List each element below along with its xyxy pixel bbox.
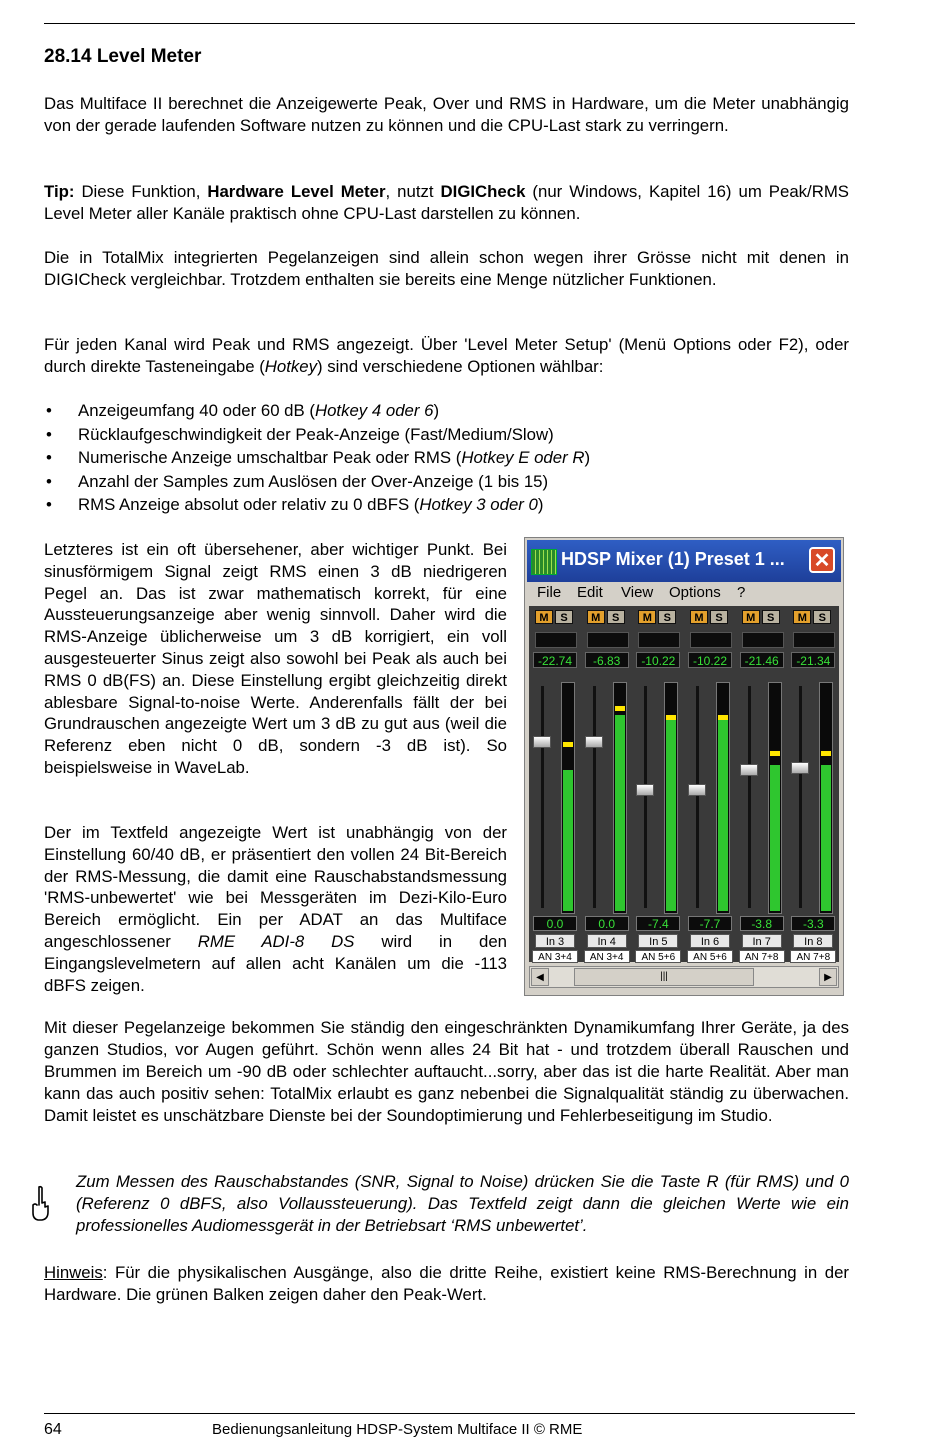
close-icon[interactable]: ✕ <box>809 547 835 573</box>
input-label[interactable]: In 4 <box>587 934 627 948</box>
meter-bar <box>718 719 728 911</box>
level-meter <box>716 682 730 914</box>
meter-bar <box>615 715 625 911</box>
footer-text: Bedienungsanleitung HDSP-System Multiface II © RME <box>212 1421 583 1438</box>
channel-strip <box>634 606 682 962</box>
solo-button[interactable]: S <box>607 610 625 624</box>
totalmix-paragraph: Die in TotalMix integrierten Pegelanzeigen sind allein schon wegen ihrer Grösse nicht mit denen in DIGICheck vergleichbar. Trotzdem enthalten sie bereits eine Menge nützlicher Funktionen. <box>44 248 849 289</box>
fader-track[interactable] <box>748 686 751 908</box>
peak-readout: -21.34 <box>791 652 835 668</box>
meter-bar <box>770 765 780 911</box>
solo-button[interactable]: S <box>813 610 831 624</box>
textfield-paragraph: Der im Textfeld angezeigte Wert ist unabhängig von der Einstellung 60/40 dB, er präsentiert den vollen 24 Bit-Bereich der RMS-Messung, die damit eine Rauschabstandsmessung 'RMS-unbewertet' wie bei Messgeräten im Dezi-Kilo-Euro Bereich ermöglicht. Ein per ADAT an das Multiface angeschlossener RME ADI-8 DS wird in den Eingangslevelmetern auf allen acht Kanälen um die -113 dBFS zeigen. <box>44 823 507 995</box>
tip-label: Tip: <box>44 182 75 201</box>
channel-strip <box>686 606 734 962</box>
tip-paragraph: Tip: Diese Funktion, Hardware Level Meter, nutzt DIGICheck (nur Windows, Kapitel 16) um Peak/RMS Level Meter aller Kanäle praktisch ohne CPU-Last darstellen zu können. <box>44 182 850 223</box>
routing-label[interactable]: AN 7+8 <box>790 950 836 963</box>
level-value: -3.8 <box>740 916 784 931</box>
solo-button[interactable]: S <box>762 610 780 624</box>
hinweis-label: Hinweis <box>44 1263 103 1282</box>
mute-button[interactable]: M <box>535 610 553 624</box>
list-item: • Anzeigeumfang 40 oder 60 dB (Hotkey 4 oder 6) <box>44 399 849 423</box>
routing-label[interactable]: AN 3+4 <box>584 950 630 963</box>
over-indicator <box>587 632 629 648</box>
bullet-icon: • <box>46 448 52 467</box>
meter-peak-hold <box>718 715 728 720</box>
meter-bar <box>666 719 676 911</box>
bullet-icon: • <box>46 471 52 491</box>
fader-knob[interactable] <box>533 736 551 748</box>
channel-strip <box>531 606 579 962</box>
channel-strip <box>583 606 631 962</box>
scroll-left-icon[interactable]: ◀ <box>531 968 549 986</box>
meter-bar <box>821 765 831 911</box>
bullet-icon: • <box>46 495 52 514</box>
fader-knob[interactable] <box>688 784 706 796</box>
fader-track[interactable] <box>696 686 699 908</box>
meter-bar <box>563 770 573 911</box>
fader-track[interactable] <box>644 686 647 908</box>
window-title: HDSP Mixer (1) Preset 1 ... <box>561 549 785 569</box>
list-item: • Anzahl der Samples zum Auslösen der Over-Anzeige (1 bis 15) <box>44 470 849 494</box>
section-title: 28.14 Level Meter <box>44 46 202 67</box>
options-list <box>44 399 849 517</box>
input-label[interactable]: In 3 <box>535 934 575 948</box>
peak-readout: -10.22 <box>636 652 680 668</box>
level-meter <box>819 682 833 914</box>
over-indicator <box>638 632 680 648</box>
menu-edit[interactable]: Edit <box>577 584 603 601</box>
level-value: -7.4 <box>636 916 680 931</box>
input-label[interactable]: In 5 <box>638 934 678 948</box>
routing-label[interactable]: AN 5+6 <box>635 950 681 963</box>
routing-label[interactable]: AN 5+6 <box>687 950 733 963</box>
level-value: -3.3 <box>791 916 835 931</box>
fader-knob[interactable] <box>585 736 603 748</box>
meter-peak-hold <box>821 751 831 756</box>
list-item: • Rücklaufgeschwindigkeit der Peak-Anzeige (Fast/Medium/Slow) <box>44 423 849 447</box>
hinweis-paragraph: Hinweis: Für die physikalischen Ausgänge, also die dritte Reihe, existiert keine RMS-Berechnung in der Hardware. Die grünen Balken zeigen daher den Peak-Wert. <box>44 1263 849 1304</box>
mute-button[interactable]: M <box>793 610 811 624</box>
meter-peak-hold <box>770 751 780 756</box>
mute-button[interactable]: M <box>690 610 708 624</box>
menu-view[interactable]: View <box>621 584 654 601</box>
routing-label[interactable]: AN 7+8 <box>739 950 785 963</box>
snr-note: Zum Messen des Rauschabstandes (SNR, Signal to Noise) drücken Sie die Taste R (für RMS) und 0 (Referenz 0 dBFS, also Vollaussteuerung). Das Textfeld zeigt dann die gleichen Werte wie ein professionelles Audiomessgerät in der Betriebsart ‘RMS unbewertet’. <box>76 1172 849 1235</box>
peak-readout: -21.46 <box>740 652 784 668</box>
over-indicator <box>535 632 577 648</box>
level-meter <box>613 682 627 914</box>
dynamic-range-paragraph: Mit dieser Pegelanzeige bekommen Sie ständig den eingeschränkten Dynamikumfang Ihrer Geräte, ja des ganzen Studios, vor Augen geführt. Schön wenn alles 24 Bit hat - und trotzdem überall Rauschen und Brummen im Bereich um -90 dB oder schlechter auftaucht...sorry, aber das ist die harte Realität. Aber man kann das auch positiv sehen: TotalMix erlaubt es ganz nebenbei die Signalqualität ständig zu überwachen. Damit leistet es unschätzbare Dienste bei der Soundoptimierung und Fehlerbeseitigung im Studio. <box>44 1018 849 1125</box>
input-label[interactable]: In 8 <box>793 934 833 948</box>
peak-readout: -22.74 <box>533 652 577 668</box>
mixer-panel <box>529 606 839 962</box>
top-rule <box>44 23 855 24</box>
list-item: • RMS Anzeige absolut oder relativ zu 0 dBFS (Hotkey 3 oder 0) <box>44 493 849 517</box>
input-label[interactable]: In 7 <box>742 934 782 948</box>
meter-peak-hold <box>563 742 573 747</box>
menu-help[interactable]: ? <box>737 584 746 601</box>
menu-options[interactable]: Options <box>669 584 721 601</box>
bullet-icon: • <box>46 401 52 420</box>
mute-button[interactable]: M <box>587 610 605 624</box>
level-meter <box>664 682 678 914</box>
over-indicator <box>793 632 835 648</box>
level-value: 0.0 <box>585 916 629 931</box>
scroll-right-icon[interactable]: ▶ <box>819 968 837 986</box>
over-indicator <box>742 632 784 648</box>
input-label[interactable]: In 6 <box>690 934 730 948</box>
level-value: 0.0 <box>533 916 577 931</box>
horizontal-scrollbar[interactable] <box>529 966 839 988</box>
mute-button[interactable]: M <box>742 610 760 624</box>
channel-options-paragraph: Für jeden Kanal wird Peak und RMS angezeigt. Über 'Level Meter Setup' (Menü Options oder F2), oder durch direkte Tasteneingabe (Hotkey) sind verschiedene Optionen wählbar: <box>44 335 849 376</box>
channel-strip <box>738 606 786 962</box>
bottom-rule <box>44 1413 855 1414</box>
fader-knob[interactable] <box>791 762 809 774</box>
bullet-icon: • <box>46 424 52 444</box>
solo-button[interactable]: S <box>658 610 676 624</box>
over-indicator <box>690 632 732 648</box>
meter-peak-hold <box>615 706 625 711</box>
scroll-thumb[interactable]: ||| <box>574 968 754 986</box>
menu-bar <box>527 584 841 604</box>
app-icon <box>531 549 557 575</box>
pointing-hand-icon <box>30 1185 52 1223</box>
fader-track[interactable] <box>799 686 802 908</box>
fader-knob[interactable] <box>740 764 758 776</box>
page-number: 64 <box>44 1421 62 1438</box>
channel-strip <box>789 606 837 962</box>
peak-readout: -10.22 <box>688 652 732 668</box>
fader-knob[interactable] <box>636 784 654 796</box>
level-meter <box>768 682 782 914</box>
fader-track[interactable] <box>541 686 544 908</box>
rms-paragraph: Letzteres ist ein oft übersehener, aber wichtiger Punkt. Bei sinusförmigem Signal zeigt RMS einen 3 dB niedrigeren Pegel an. Das ist zwar mathematisch korrekt, für eine Aussteuerungsanzeige aber wenig sinnvoll. Daher wird die RMS-Anzeige üblicherweise um 3 dB korrigiert, ein voll ausgesteuerter Sinus zeigt also sowohl bei Peak als auch bei RMS 0 dB(FS) an. Diese Einstellung ergibt gleichzeitig direkt ablesbare Signal-to-noise Werte. Anderenfalls fällt der bei Grundrauschen angezeigte Wert um 3 dB zu gut aus (weil die Referenz eben nicht 0 dB, sondern -3 dB ist). So beispielsweise in WaveLab. <box>44 540 507 777</box>
routing-label[interactable]: AN 3+4 <box>532 950 578 963</box>
level-value: -7.7 <box>688 916 732 931</box>
solo-button[interactable]: S <box>555 610 573 624</box>
list-item: • Numerische Anzeige umschaltbar Peak oder RMS (Hotkey E oder R) <box>44 446 849 470</box>
tip-bold-1: Hardware Level Meter <box>207 182 386 201</box>
mute-button[interactable]: M <box>638 610 656 624</box>
meter-peak-hold <box>666 715 676 720</box>
window-titlebar <box>527 540 841 582</box>
intro-paragraph: Das Multiface II berechnet die Anzeigewerte Peak, Over und RMS in Hardware, um die Meter unabhängig von der gerade laufenden Software nutzen zu können und die CPU-Last stark zu verringern. <box>44 94 849 135</box>
hdsp-mixer-window <box>524 537 844 996</box>
level-meter <box>561 682 575 914</box>
fader-track[interactable] <box>593 686 596 908</box>
menu-file[interactable]: File <box>537 584 562 601</box>
peak-readout: -6.83 <box>585 652 629 668</box>
solo-button[interactable]: S <box>710 610 728 624</box>
tip-bold-2: DIGICheck <box>440 182 526 201</box>
